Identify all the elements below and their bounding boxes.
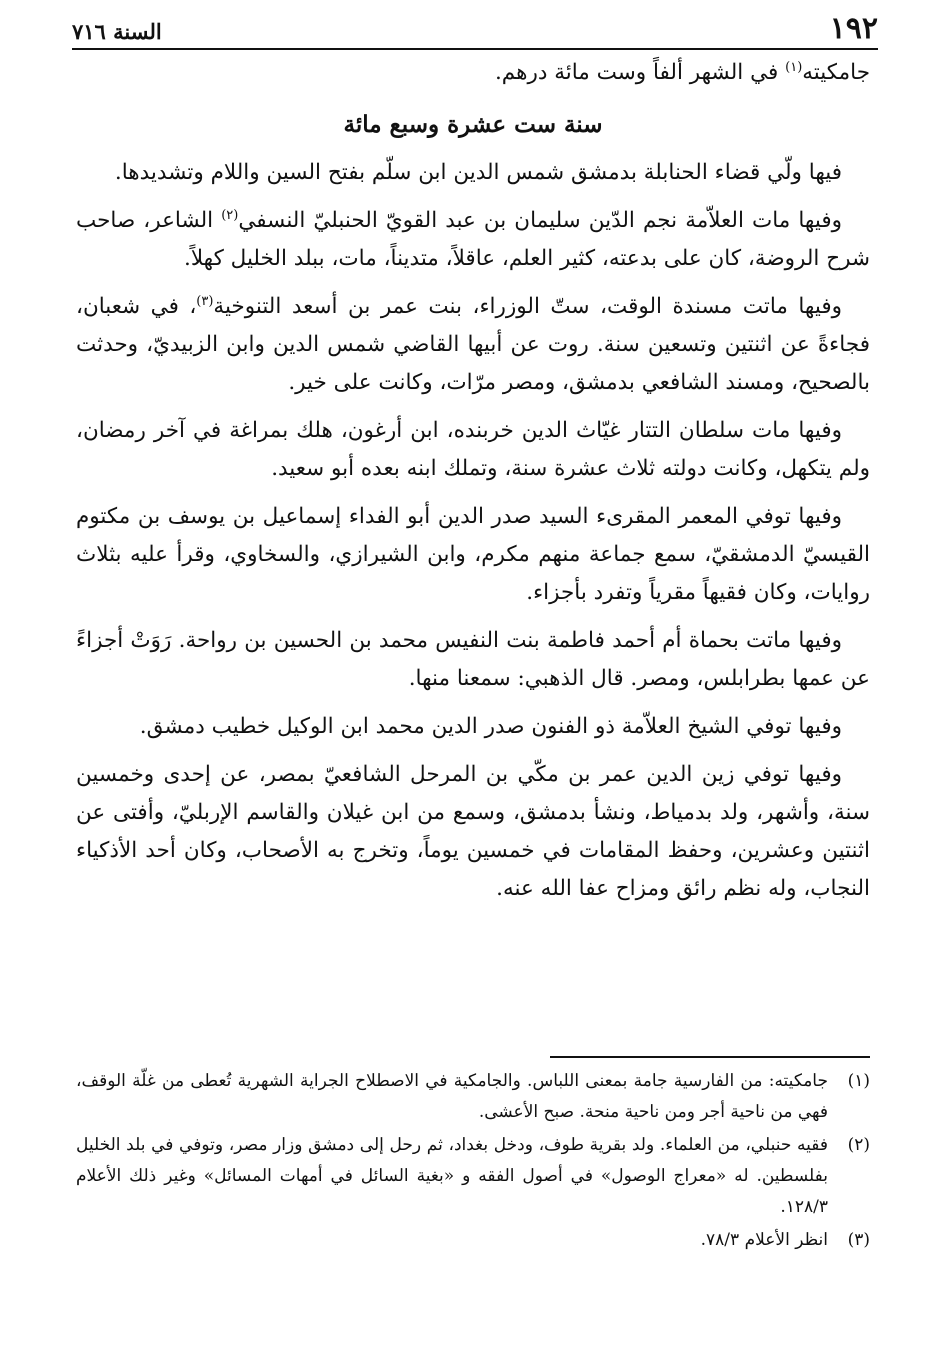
footnote-marker-3: (٣) xyxy=(196,293,214,309)
paragraph-3-end: ، في شعبان، فجاءةً عن اثنتين وتسعين سنة. روت عن أبيها القاضي شمس الدين وابن الزبيديّ، وحدثت بالصحيح، ومسند الشافعي بدمشق، ومصر مرّات، وكانت على خير. xyxy=(76,294,870,395)
continuation-text-end: في الشهر ألفاً وست مائة درهم. xyxy=(494,60,786,85)
footnote-number: (١) xyxy=(847,1071,870,1091)
paragraph-2 xyxy=(76,202,870,278)
page-number: ١٩٢ xyxy=(829,11,878,46)
footnote-marker-1: (١) xyxy=(785,59,803,75)
footnote-text: جامكيته: من الفارسية جامة بمعنى اللباس. والجامكية في الاصطلاح الجراية الشهرية تُعطى من غلّة الوقف، فهي من ناحية أجر ومن ناحية منحة. صبح الأعشى. xyxy=(76,1071,828,1122)
continuation-paragraph xyxy=(76,54,870,92)
page-header xyxy=(72,6,878,50)
footnotes xyxy=(76,1066,870,1258)
footnote-number: (٣) xyxy=(847,1230,870,1250)
footnote-divider xyxy=(550,1056,870,1058)
running-head: السنة ٧١٦ xyxy=(72,19,162,44)
paragraph-2-start: وفيها مات العلاّمة نجم الدّين سليمان بن عبد القويّ الحنبليّ النسفي xyxy=(238,208,842,233)
continuation-text-start: جامكيته xyxy=(802,60,870,85)
footnote-number: (٢) xyxy=(847,1135,870,1155)
footnote-1 xyxy=(76,1066,870,1128)
paragraph-4: وفيها مات سلطان التتار غيّاث الدين خربنده، ابن أرغون، هلك بمراغة في آخر رمضان، ولم يتكهل، وكانت دولته ثلاث عشرة سنة، وتملك ابنه بعده أبو سعيد. xyxy=(76,418,870,481)
main-text xyxy=(76,54,870,918)
footnote-text: انظر الأعلام ٧٨/٣. xyxy=(700,1230,828,1250)
paragraph-7: وفيها توفي الشيخ العلاّمة ذو الفنون صدر الدين محمد ابن الوكيل خطيب دمشق. xyxy=(139,714,842,739)
paragraph-8: وفيها توفي زين الدين عمر بن مكّي بن المرحل الشافعيّ بمصر، عن إحدى وخمسين سنة، وأشهر، ولد بدمياط، ونشأ بدمشق، وسمع من ابن غيلان والقاسم الإربليّ، وأفتى عن اثنتين وعشرين، وحفظ المقامات في خمسين يوماً، وتخرج به الأصحاب، وكان أحد الأذكياء النجاب، وله نظم رائق ومزاح عفا الله عنه. xyxy=(76,762,870,901)
footnote-marker-2: (٢) xyxy=(221,207,239,223)
paragraph-5: وفيها توفي المعمر المقرىء السيد صدر الدين أبو الفداء إسماعيل بن يوسف بن مكتوم القيسيّ الدمشقيّ، سمع جماعة منهم مكرم، وابن الشيرازي، والسخاوي، وقرأ عليه بثلاث روايات، وكان فقيهاً مقرياً وتفرد بأجزاء. xyxy=(76,504,870,605)
paragraph-2-end: الشاعر، صاحب شرح الروضة، كان على بدعته، كثير العلم، عاقلاً، متديناً، مات، ببلد الخليل كهلاً. xyxy=(76,208,870,271)
footnote-text: فقيه حنبلي، من العلماء. ولد بقرية طوف، ودخل بغداد، ثم رحل إلى دمشق وزار مصر، وتوفي في بلد الخليل بفلسطين. له «معراج الوصول» في أصول الفقه و «بغية السائل في أمهات المسائل» وغير ذلك الأعلام ١٢٨/٣. xyxy=(76,1135,828,1217)
paragraph-6: وفيها ماتت بحماة أم أحمد فاطمة بنت النفيس محمد بن الحسين بن رواحة. رَوَتْ أجزاءً عن عمها بطرابلس، ومصر. قال الذهبي: سمعنا منها. xyxy=(76,628,870,691)
section-heading: سنة ست عشرة وسبع مائة xyxy=(343,111,603,138)
paragraph-1: فيها ولّي قضاء الحنابلة بدمشق شمس الدين ابن سلّم بفتح السين واللام وتشديدها. xyxy=(114,160,842,185)
footnote-2 xyxy=(76,1130,870,1223)
paragraph-3-start: وفيها ماتت مسندة الوقت، ستّ الوزراء، بنت عمر بن أسعد التنوخية xyxy=(213,294,842,319)
paragraph-3 xyxy=(76,288,870,402)
footnote-3 xyxy=(76,1225,870,1256)
